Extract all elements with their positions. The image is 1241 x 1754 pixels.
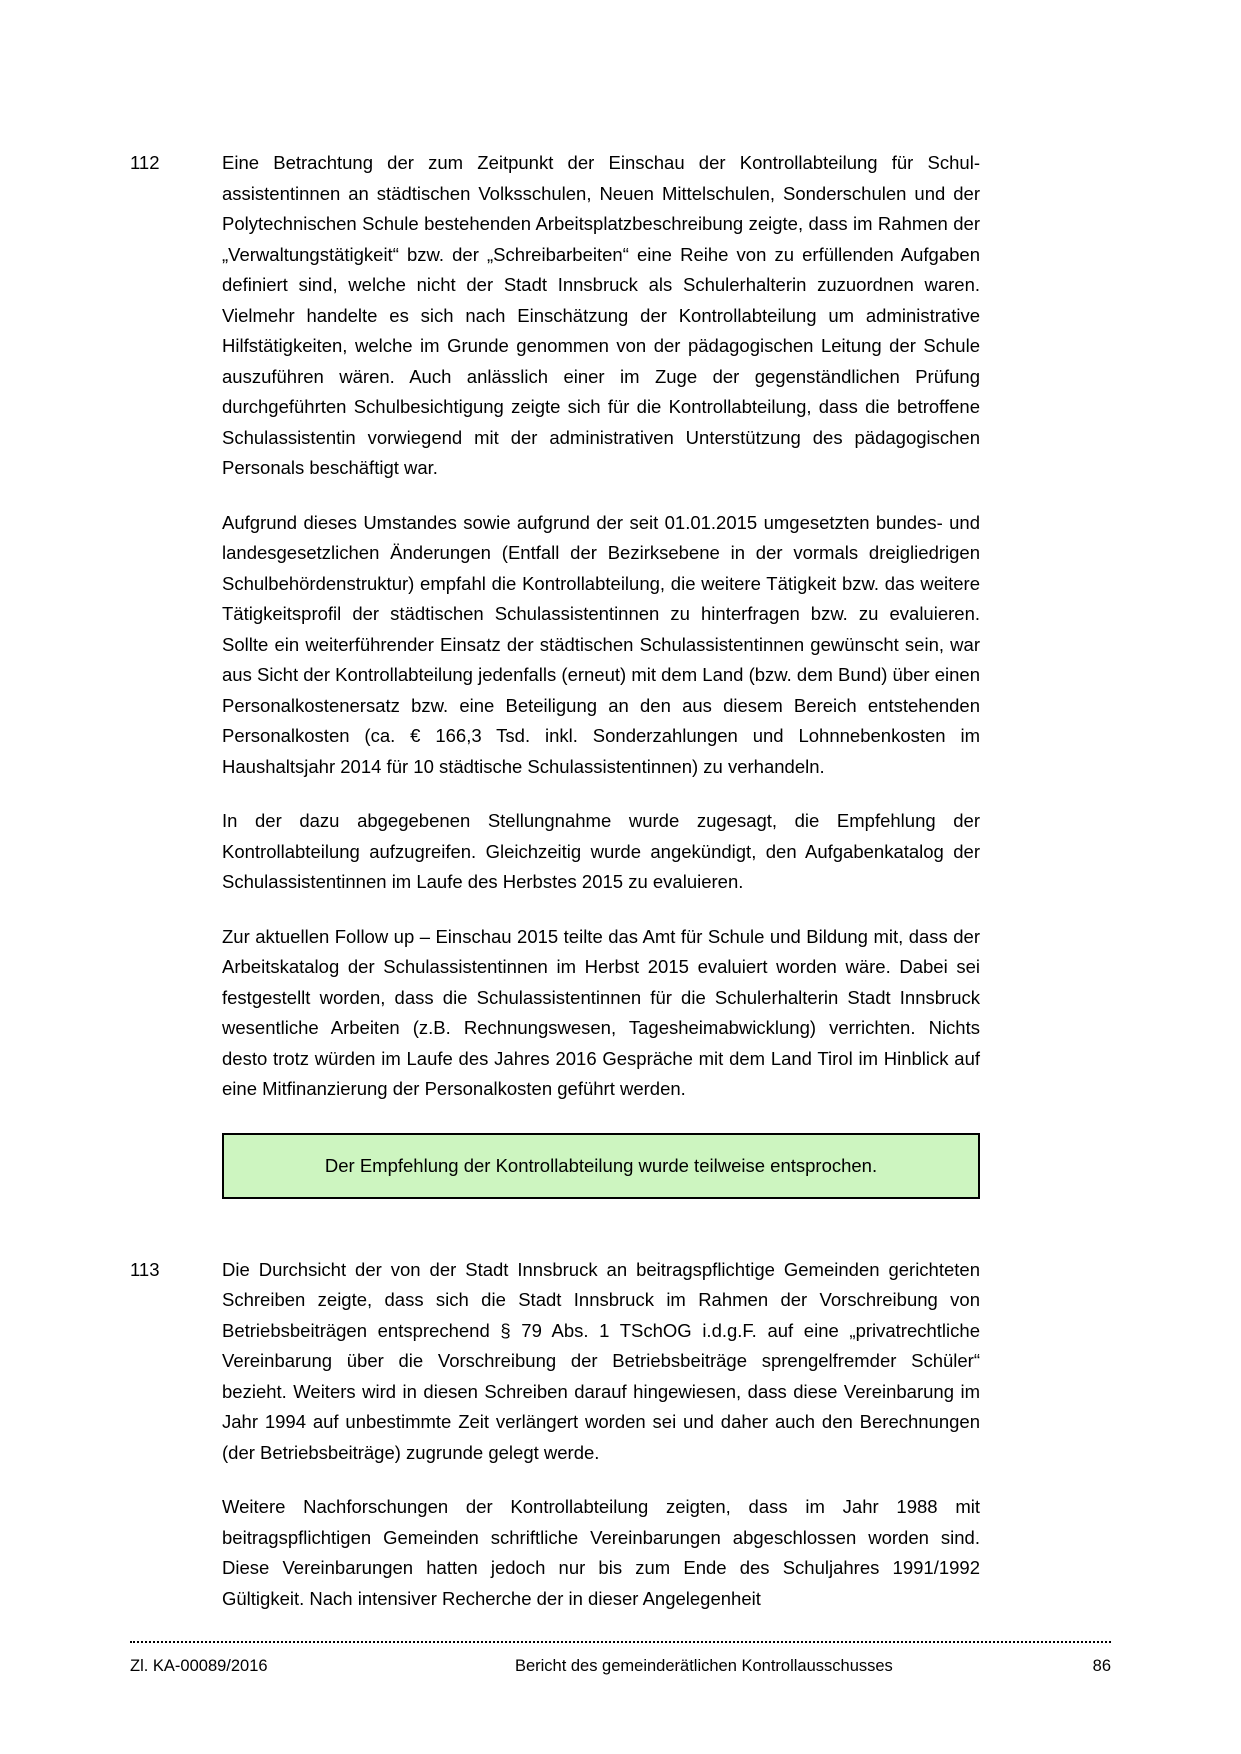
section-number: 112: [130, 152, 160, 173]
paragraph: Weitere Nachforschungen der Kontrollabteilung zeigten, dass im Jahr 1988 mit beitragspflichtigen Gemeinden schriftliche Vereinbarungen abgeschlossen worden sind. Diese Vereinbarungen hatten jedoch nur bis zum Ende des Schuljahres 1991/1992 Gültigkeit. Nach intensiver Recherche der in dieser Angelegenheit: [222, 1496, 980, 1609]
document-section-113: [130, 1255, 980, 1615]
recommendation-callout-text: Der Empfehlung der Kontrollabteilung wurde teilweise entsprochen.: [324, 1154, 878, 1176]
recommendation-callout: [222, 1133, 980, 1199]
section-spacer: [130, 1199, 980, 1255]
page-footer: [130, 1640, 1111, 1676]
paragraph: Eine Betrachtung der zum Zeitpunkt der Einschau der Kontrollabteilung für Schulassistentinnen an städtischen Volksschulen, Neuen Mittelschulen, Sonderschulen und der Polytechnischen Schule bestehenden Arbeitsplatzbeschreibung zeigte, dass im Rahmen der „Verwaltungstätigkeit“ bzw. der „Schreibarbeiten“ eine Reihe von zu erfüllenden Aufgaben definiert sind, welche nicht der Stadt Innsbruck als Schulerhalterin zuzuordnen waren. Vielmehr handelte es sich nach Einschätzung der Kontrollabteilung um administrative Hilfstätigkeiten, welche im Grunde genommen von der pädagogischen Leitung der Schule auszuführen wären. Auch anlässlich einer im Zuge der gegenständlichen Prüfung durchgeführten Schulbesichtigung zeigte sich für die Kontrollabteilung, dass die betroffene Schulassistentin vorwiegend mit der administrativen Unterstützung des pädagogischen Personals beschäftigt war.: [222, 152, 980, 478]
footer-divider: [130, 1640, 1111, 1643]
footer-document-title: Bericht des gemeinderätlichen Kontrollausschusses: [514, 1657, 893, 1675]
paragraph: In der dazu abgegebenen Stellungnahme wurde zugesagt, die Empfehlung der Kontrollabteilung aufzugreifen. Gleichzeitig wurde angekündigt, den Aufgabenkatalog der Schulassistentinnen im Laufe des Herbstes 2015 zu evaluieren.: [222, 810, 980, 892]
paragraph: Aufgrund dieses Umstandes sowie aufgrund der seit 01.01.2015 umgesetzten bundes- und landesgesetzlichen Änderungen (Entfall der Bezirksebene in der vormals dreigliedrigen Schulbehördenstruktur) empfahl die Kontrollabteilung, die weitere Tätigkeit bzw. das weitere Tätigkeitsprofil der städtischen Schulassistentinnen zu hinterfragen bzw. zu evaluieren. Sollte ein weiterführender Einsatz der städtischen Schulassistentinnen gewünscht sein, war aus Sicht der Kontrollabteilung jedenfalls (erneut) mit dem Land (bzw. dem Bund) über einen Personalkostenersatz bzw. eine Beteiligung an den aus diesem Bereich entstehenden Personalkosten (ca. € 166,3 Tsd. inkl. Sonderzahlungen und Lohnnebenkosten im Haushaltsjahr 2014 für 10 städtische Schulassistentinnen) zu verhandeln.: [222, 511, 980, 777]
section-number: 113: [130, 1258, 160, 1280]
section-body: [222, 148, 980, 1199]
paragraph: Die Durchsicht der von der Stadt Innsbruck an beitragspflichtige Gemeinden gerichteten Schreiben zeigte, dass sich die Stadt Innsbruck im Rahmen der Vorschreibung von Betriebsbeiträgen entsprechend § 79 Abs. 1 TSchOG i.d.g.F. auf eine „privatrechtliche Vereinbarung über die Vorschreibung der Betriebsbeiträge sprengelfremder Schüler“ bezieht. Weiters wird in diesen Schreiben darauf hingewiesen, dass diese Vereinbarung im Jahr 1994 auf unbestimmte Zeit verlängert worden sei und daher auch den Berechnungen (der Betriebsbeiträge) zugrunde gelegt werde.: [222, 1258, 980, 1463]
footer-page-number: 86: [1092, 1657, 1111, 1675]
document-section-112: [130, 148, 980, 1199]
page-content: [130, 148, 980, 1614]
footer-row: [130, 1657, 1111, 1676]
section-body: [222, 1255, 980, 1615]
footer-reference-number: Zl. KA-00089/2016: [130, 1657, 268, 1675]
paragraph: Zur aktuellen Follow up – Einschau 2015 teilte das Amt für Schule und Bildung mit, dass der Arbeitskatalog der Schulassistentinnen im Herbst 2015 evaluiert worden wäre. Dabei sei festgestellt worden, dass die Schulassistentinnen für die Schulerhalterin Stadt Innsbruck wesentliche Arbeiten (z.B. Rechnungswesen, Tagesheimabwicklung) verrichten. Nichts desto trotz würden im Laufe des Jahres 2016 Gespräche mit dem Land Tirol im Hinblick auf eine Mitfinanzierung der Personalkosten geführt werden.: [222, 925, 980, 1099]
